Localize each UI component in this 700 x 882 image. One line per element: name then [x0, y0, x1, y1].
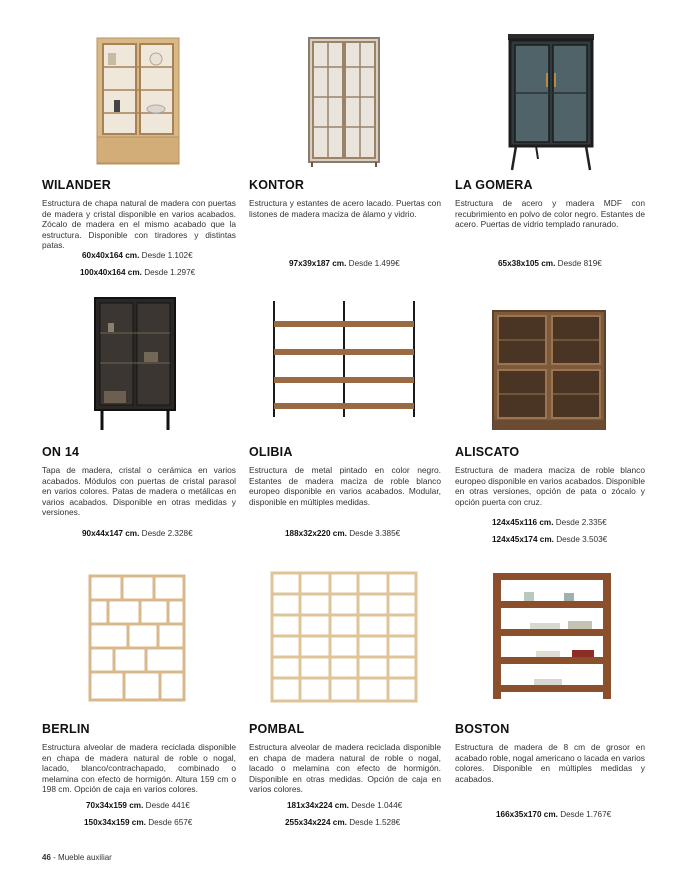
boston-image: [490, 571, 614, 703]
berlin-description: Estructura alveolar de madera reciclada disponible en chapa de madera natural de roble o nogal, lacado, blanco/contrachapado, combinado o melamina con efecto de hormigón. Altura 159 cm o 198 cm. Opción de caja en varios colores.: [42, 742, 236, 795]
la-gomera-description: Estructura de acero y madera MDF con recubrimiento en polvo de color negro. Estantes de acero. Puertas de vidrio templado ranurado.: [455, 198, 645, 230]
kontor-image: [308, 37, 380, 167]
aliscato-price-1: 124x45x116 cm. Desde 2.335€: [492, 518, 607, 527]
boston-name: BOSTON: [455, 722, 510, 736]
olibia-description: Estructura de metal pintado en color negro. Estantes de madera maciza de roble blanco europeo disponible en varios acabados. Modular, disponible en múltiples medidas.: [249, 465, 441, 507]
wilander-name: WILANDER: [42, 178, 111, 192]
kontor-name: KONTOR: [249, 178, 305, 192]
la-gomera-price-1: 65x38x105 cm. Desde 819€: [498, 259, 602, 268]
wilander-image: [96, 37, 180, 165]
olibia-name: OLIBIA: [249, 445, 293, 459]
on-14-price-1: 90x44x147 cm. Desde 2.328€: [82, 529, 193, 538]
wilander-price-1: 60x40x164 cm. Desde 1.102€: [82, 251, 193, 260]
aliscato-image: [492, 310, 606, 432]
aliscato-name: ALISCATO: [455, 445, 520, 459]
berlin-image: [88, 574, 186, 702]
olibia-image: [268, 297, 420, 419]
section-label: - Mueble auxiliar: [53, 853, 112, 862]
on-14-name: ON 14: [42, 445, 80, 459]
on-14-image: [94, 297, 176, 431]
la-gomera-name: LA GOMERA: [455, 178, 533, 192]
page-footer: [42, 853, 112, 862]
pombal-description: Estructura alveolar de madera reciclada disponible en chapa de madera natural de roble o nogal, lacado o melamina con efecto de hormigón. Disponible en otras medidas. Opción de caja en varios colores.: [249, 742, 441, 795]
page-number: 46: [42, 853, 51, 862]
aliscato-description: Estructura de madera maciza de roble blanco europeo disponible en varios acabados. Disponible en otras versiones, opción de pata o zócalo y opción puerta con cruz.: [455, 465, 645, 507]
berlin-name: BERLIN: [42, 722, 90, 736]
wilander-description: Estructura de chapa natural de madera con puertas de madera y cristal disponible en varios acabados. Zócalo de madera en el mismo acabado que la estructura. Disponible con tiradores y distintas patas.: [42, 198, 236, 251]
pombal-price-1: 181x34x224 cm. Desde 1.044€: [287, 801, 403, 810]
on-14-description: Tapa de madera, cristal o cerámica en varios acabados. Módulos con puertas de cristal parasol en varios colores. Patas de madera o metálicas en varios acabados. Disponible en otras medidas y versiones.: [42, 465, 236, 518]
boston-description: Estructura de madera de 8 cm de grosor en acabado roble, nogal americano o lacada en varios colores. Disponible en múltiples medidas y acabados.: [455, 742, 645, 784]
aliscato-price-2: 124x45x174 cm. Desde 3.503€: [492, 535, 608, 544]
olibia-price-1: 188x32x220 cm. Desde 3.385€: [285, 529, 401, 538]
pombal-name: POMBAL: [249, 722, 305, 736]
kontor-description: Estructura y estantes de acero lacado. Puertas con listones de madera maciza de álamo y vidrio.: [249, 198, 441, 219]
kontor-price-1: 97x39x187 cm. Desde 1.499€: [289, 259, 400, 268]
berlin-price-2: 150x34x159 cm. Desde 657€: [84, 818, 193, 827]
pombal-price-2: 255x34x224 cm. Desde 1.528€: [285, 818, 401, 827]
boston-price-1: 166x35x170 cm. Desde 1.767€: [496, 810, 612, 819]
la-gomera-image: [506, 33, 596, 171]
berlin-price-1: 70x34x159 cm. Desde 441€: [86, 801, 190, 810]
pombal-image: [270, 571, 418, 703]
wilander-price-2: 100x40x164 cm. Desde 1.297€: [80, 268, 196, 277]
